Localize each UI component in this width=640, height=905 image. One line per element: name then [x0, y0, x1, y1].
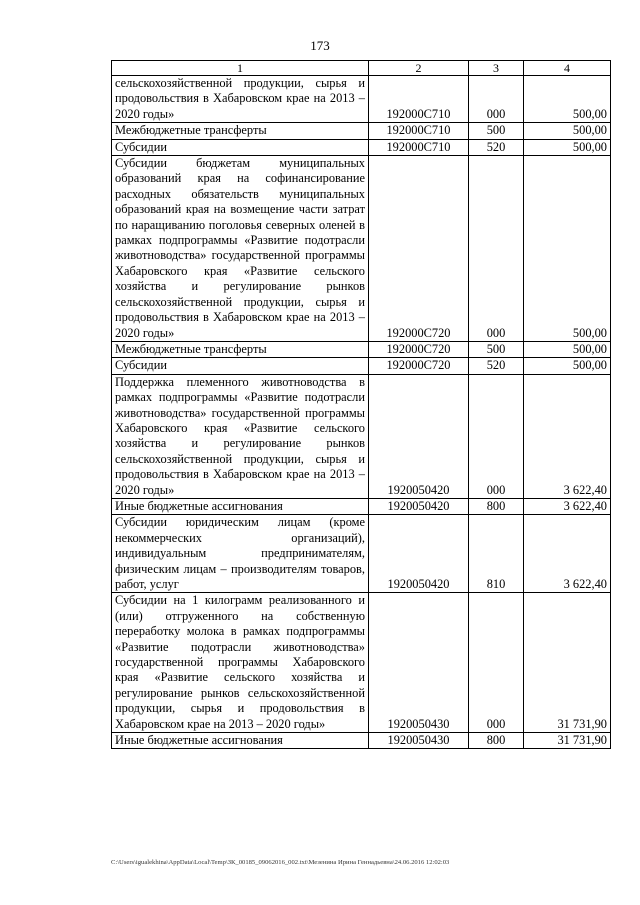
row-name: Субсидии бюджетам муниципальных образований края на софинансирование расходных обязательств муниципальных образований края на возмещение части затрат по наращиванию поголовья северных оленей в рамках подпрограммы «Развитие подотрасли животноводства» государственной программы Хабаровского края «Развитие сельского хозяйства и регулирование рынков сельскохозяйственной продукции, сырья и продовольствия в Хабаровском крае на 2013 – 2020 годы»	[112, 156, 369, 342]
row-expense-type: 000	[469, 593, 524, 733]
row-target-code: 192000С720	[369, 341, 469, 357]
row-expense-type: 800	[469, 498, 524, 514]
row-target-code: 192000С710	[369, 139, 469, 155]
file-path-footer: C:\Users\igualekhina\AppData\Local\Temp\ЗК_00185_09062016_002.txt\Мезенина Ирина Геннадьевна\24.06.2016 12:02:03	[111, 859, 450, 866]
row-amount: 500,00	[524, 358, 611, 374]
row-expense-type: 520	[469, 139, 524, 155]
header-col-2: 2	[369, 61, 469, 76]
header-col-4: 4	[524, 61, 611, 76]
row-name: сельскохозяйственной продукции, сырья и продовольствия в Хабаровском крае на 2013 – 2020 годы»	[112, 76, 369, 123]
table-row	[112, 593, 611, 733]
row-name: Поддержка племенного животноводства в рамках подпрограммы «Развитие подотрасли животноводства» государственной программы Хабаровского края «Развитие сельского хозяйства и регулирование рынков сельскохозяйственной продукции, сырья и продовольствия в Хабаровском крае на 2013 – 2020 годы»	[112, 374, 369, 498]
row-name: Субсидии на 1 килограмм реализованного и (или) отгруженного на собственную переработку молока в рамках подпрограммы «Развитие подотрасли животноводства» государственной программы Хабаровского края «Развитие сельского хозяйства и регулирование рынков сельскохозяйственной продукции, сырья и продовольствия в Хабаровском крае на 2013 – 2020 годы»	[112, 593, 369, 733]
row-name: Иные бюджетные ассигнования	[112, 498, 369, 514]
row-amount: 3 622,40	[524, 498, 611, 514]
row-amount: 500,00	[524, 76, 611, 123]
row-amount: 31 731,90	[524, 733, 611, 749]
row-target-code: 192000С720	[369, 358, 469, 374]
row-expense-type: 500	[469, 341, 524, 357]
row-target-code: 1920050430	[369, 733, 469, 749]
budget-table	[111, 60, 611, 749]
row-amount: 500,00	[524, 156, 611, 342]
table-header-row	[112, 61, 611, 76]
table-row	[112, 733, 611, 749]
row-name: Иные бюджетные ассигнования	[112, 733, 369, 749]
table-row	[112, 76, 611, 123]
row-expense-type: 000	[469, 76, 524, 123]
row-target-code: 1920050420	[369, 498, 469, 514]
table-row	[112, 515, 611, 593]
row-amount: 500,00	[524, 123, 611, 139]
row-amount: 31 731,90	[524, 593, 611, 733]
row-name: Субсидии юридическим лицам (кроме некоммерческих организаций), индивидуальным предпринимателям, физическим лицам – производителям товаров, работ, услуг	[112, 515, 369, 593]
page-number: 173	[310, 38, 330, 53]
row-amount: 500,00	[524, 139, 611, 155]
row-name: Межбюджетные трансферты	[112, 341, 369, 357]
table-row	[112, 358, 611, 374]
table-row	[112, 139, 611, 155]
row-target-code: 192000С710	[369, 76, 469, 123]
row-expense-type: 520	[469, 358, 524, 374]
row-amount: 3 622,40	[524, 374, 611, 498]
table-row	[112, 498, 611, 514]
row-amount: 3 622,40	[524, 515, 611, 593]
table-row	[112, 156, 611, 342]
row-name: Субсидии	[112, 358, 369, 374]
header-col-3: 3	[469, 61, 524, 76]
row-target-code: 192000С720	[369, 156, 469, 342]
row-expense-type: 800	[469, 733, 524, 749]
row-target-code: 192000С710	[369, 123, 469, 139]
table-row	[112, 374, 611, 498]
row-expense-type: 810	[469, 515, 524, 593]
row-name: Межбюджетные трансферты	[112, 123, 369, 139]
row-expense-type: 000	[469, 156, 524, 342]
table-row	[112, 123, 611, 139]
row-amount: 500,00	[524, 341, 611, 357]
row-target-code: 1920050430	[369, 593, 469, 733]
row-name: Субсидии	[112, 139, 369, 155]
header-col-1: 1	[112, 61, 369, 76]
row-expense-type: 000	[469, 374, 524, 498]
row-target-code: 1920050420	[369, 374, 469, 498]
row-expense-type: 500	[469, 123, 524, 139]
table-row	[112, 341, 611, 357]
row-target-code: 1920050420	[369, 515, 469, 593]
